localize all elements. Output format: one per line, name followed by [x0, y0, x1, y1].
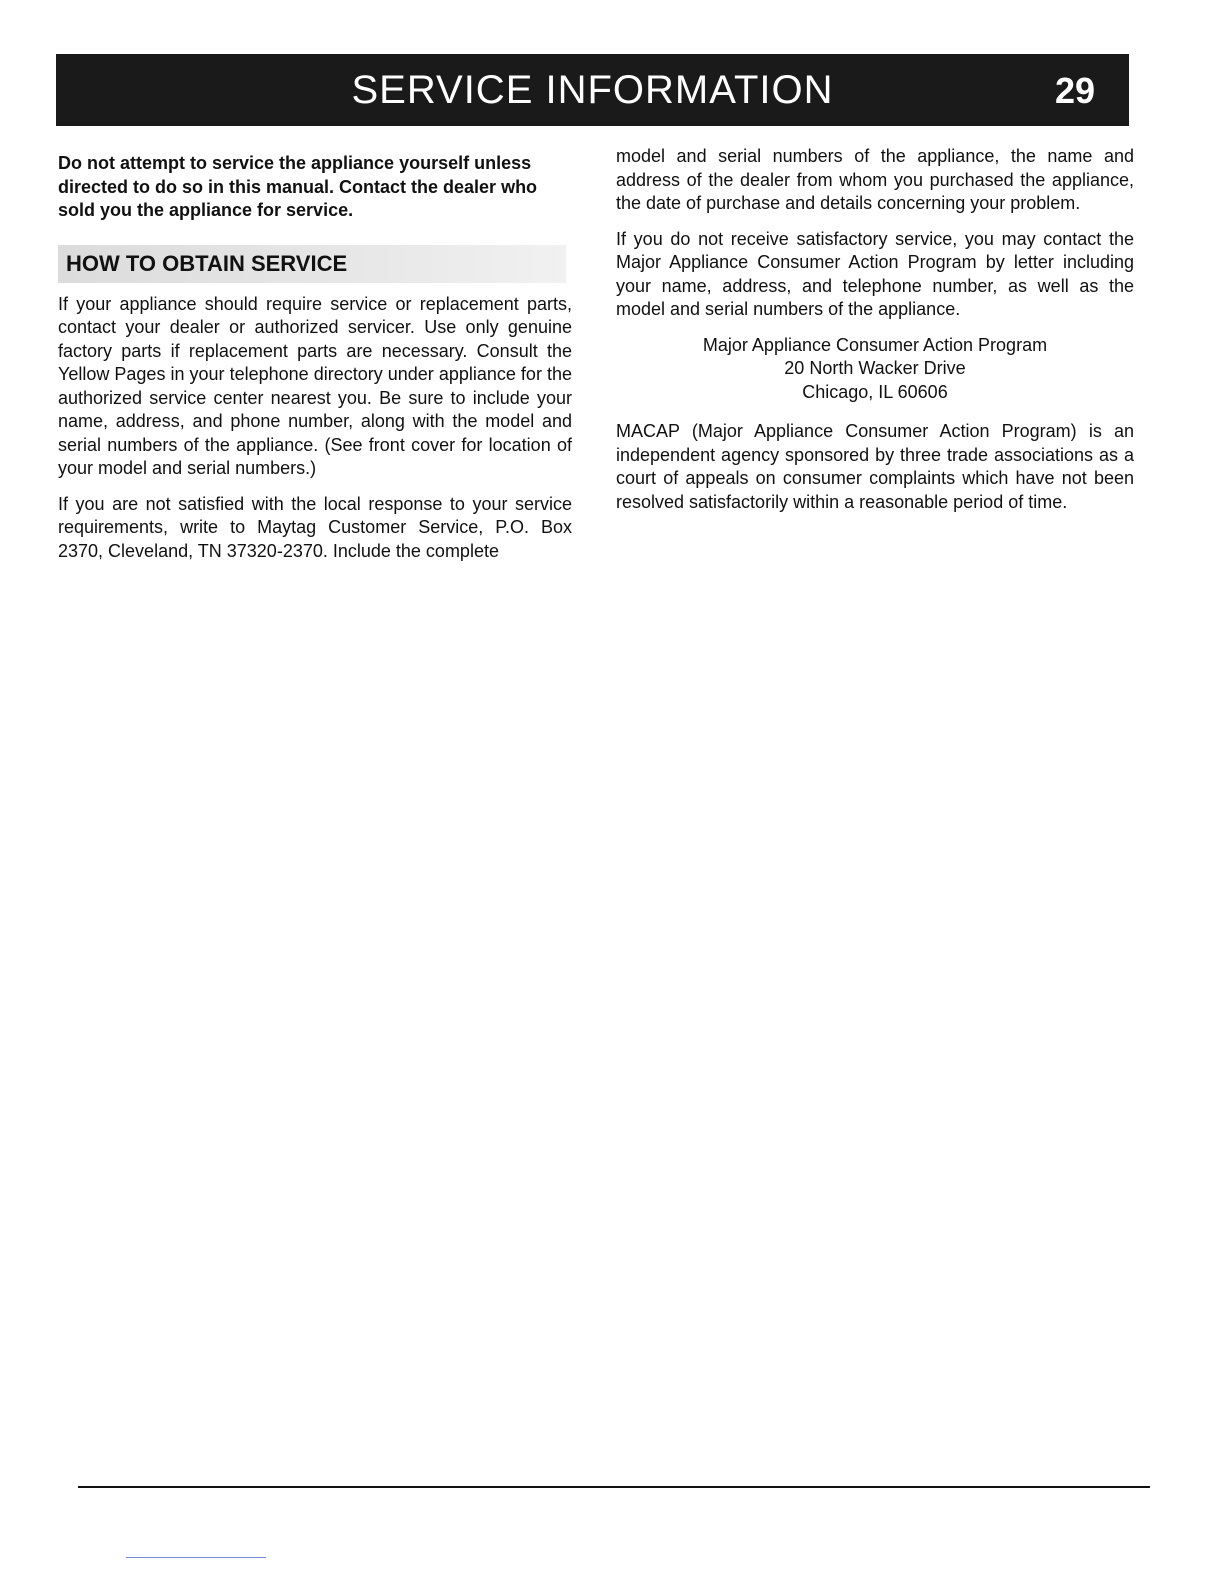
macap-address	[616, 334, 1134, 405]
section-heading	[58, 245, 566, 283]
footer-underline	[126, 1557, 266, 1558]
address-line-3: Chicago, IL 60606	[802, 381, 948, 402]
right-column	[616, 145, 1134, 526]
footer-rule	[78, 1486, 1150, 1488]
page-title: SERVICE INFORMATION	[351, 68, 834, 112]
paragraph-not-satisfied: If you are not satisfied with the local response to your service requirements, write to Maytag Customer Service, P.O. Box 2370, Cleveland, TN 37320-2370. Include the complete	[58, 493, 572, 561]
address-line-2: 20 North Wacker Drive	[784, 358, 966, 378]
page-number: 29	[1054, 70, 1095, 111]
paragraph-macap-contact: If you do not receive satisfactory service, you may contact the Major Appliance Consumer Action Program by letter including your name, address, and telephone number, as well as the model and serial numbers of the appliance.	[616, 228, 1134, 319]
paragraph-include-details: model and serial numbers of the appliance, the name and address of the dealer from whom you purchased the appliance, the date of purchase and details concerning your problem.	[616, 146, 1134, 213]
paragraph-obtain-service: If your appliance should require service or replacement parts, contact your dealer or authorized servicer. Use only genuine factory parts if replacement parts are necessary. Consult the Yellow Pages in your telephone directory under appliance for the authorized service center nearest you. Be sure to include your name, address, and phone number, along with the model and serial numbers of the appliance. (See front cover for location of your model and serial numbers.)	[58, 293, 572, 478]
header-bar	[56, 54, 1129, 126]
address-line-1: Major Appliance Consumer Action Program	[702, 334, 1048, 355]
paragraph-macap-description: MACAP (Major Appliance Consumer Action Program) is an independent agency sponsored by three trade associations as a court of appeals on consumer complaints which have not been resolved satisfactorily within a reasonable period of time.	[616, 421, 1134, 512]
left-column	[58, 152, 572, 575]
section-heading-text: HOW TO OBTAIN SERVICE	[66, 250, 348, 276]
service-warning: Do not attempt to service the appliance yourself unless directed to do so in this manual. Contact the dealer who sold you the appliance for service.	[58, 153, 538, 220]
